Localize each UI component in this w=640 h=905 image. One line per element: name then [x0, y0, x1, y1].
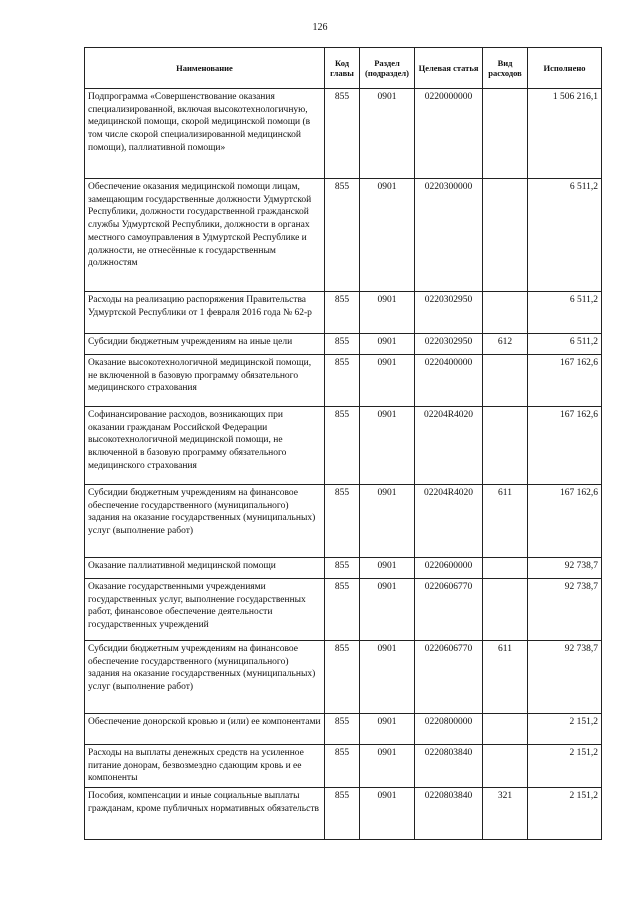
row-name-cell: Оказание государственными учреждениями государственных услуг, выполнение государственных работ, финансовое обеспечение деятельности государственных учреждений	[85, 579, 325, 641]
header-code: Код главы	[325, 48, 360, 89]
row-section-cell: 0901	[360, 292, 415, 334]
row-article-cell: 0220803840	[415, 745, 483, 788]
row-name-cell: Субсидии бюджетным учреждениям на финансовое обеспечение государственного (муниципального) задания на оказание государственных (муниципальных) услуг (выполнение работ)	[85, 485, 325, 558]
row-name-cell: Обеспечение оказания медицинской помощи лицам, замещающим государственные должности Удмуртской Республики, должности государственной гражданской службы Удмуртской Республики, должности в органах местного самоуправления в Удмуртской Республике и должности, не отнесённые к государственным должностям	[85, 179, 325, 292]
table-row	[85, 179, 602, 292]
row-code-cell: 855	[325, 89, 360, 179]
row-section-cell: 0901	[360, 89, 415, 179]
table-row	[85, 485, 602, 558]
row-section-cell: 0901	[360, 558, 415, 579]
table-row	[85, 788, 602, 840]
table-row	[85, 714, 602, 745]
row-executed-cell: 92 738,7	[528, 641, 602, 714]
row-section-cell: 0901	[360, 407, 415, 485]
table-body	[85, 89, 602, 840]
row-section-cell: 0901	[360, 179, 415, 292]
row-name-cell: Субсидии бюджетным учреждениям на иные цели	[85, 334, 325, 355]
header-executed: Исполнено	[528, 48, 602, 89]
budget-table	[84, 47, 602, 840]
row-code-cell: 855	[325, 641, 360, 714]
row-article-cell: 0220400000	[415, 355, 483, 407]
row-type-cell: 611	[483, 485, 528, 558]
row-article-cell: 0220606770	[415, 641, 483, 714]
row-name-cell: Пособия, компенсации и иные социальные выплаты гражданам, кроме публичных нормативных обязательств	[85, 788, 325, 840]
row-name-cell: Софинансирование расходов, возникающих при оказании гражданам Российской Федерации высокотехнологичной медицинской помощи, не включенной в базовую программу обязательного медицинского страхования	[85, 407, 325, 485]
row-section-cell: 0901	[360, 745, 415, 788]
row-type-cell: 321	[483, 788, 528, 840]
row-code-cell: 855	[325, 179, 360, 292]
row-name-cell: Субсидии бюджетным учреждениям на финансовое обеспечение государственного (муниципального) задания на оказание государственных (муниципальных) услуг (выполнение работ)	[85, 641, 325, 714]
row-article-cell: 0220606770	[415, 579, 483, 641]
row-article-cell: 0220302950	[415, 334, 483, 355]
row-type-cell: 612	[483, 334, 528, 355]
row-section-cell: 0901	[360, 355, 415, 407]
row-executed-cell: 92 738,7	[528, 558, 602, 579]
row-executed-cell: 6 511,2	[528, 334, 602, 355]
row-section-cell: 0901	[360, 334, 415, 355]
row-type-cell	[483, 179, 528, 292]
table-row	[85, 292, 602, 334]
row-name-cell: Оказание высокотехнологичной медицинской помощи, не включенной в базовую программу обязательного медицинского страхования	[85, 355, 325, 407]
row-executed-cell: 6 511,2	[528, 179, 602, 292]
row-name-cell: Подпрограмма «Совершенствование оказания специализированной, включая высокотехнологичную, медицинской помощи, скорой медицинской помощи (в том числе скорой специализированной медицинской помощи), паллиативной помощи»	[85, 89, 325, 179]
row-article-cell: 0220803840	[415, 788, 483, 840]
row-executed-cell: 1 506 216,1	[528, 89, 602, 179]
table-header-row	[85, 48, 602, 89]
row-type-cell	[483, 89, 528, 179]
row-section-cell: 0901	[360, 788, 415, 840]
row-code-cell: 855	[325, 292, 360, 334]
row-executed-cell: 6 511,2	[528, 292, 602, 334]
row-code-cell: 855	[325, 558, 360, 579]
table-row	[85, 745, 602, 788]
row-section-cell: 0901	[360, 641, 415, 714]
table-row	[85, 641, 602, 714]
row-section-cell: 0901	[360, 579, 415, 641]
row-article-cell: 02204R4020	[415, 407, 483, 485]
table-row	[85, 89, 602, 179]
row-code-cell: 855	[325, 355, 360, 407]
row-type-cell	[483, 292, 528, 334]
row-code-cell: 855	[325, 714, 360, 745]
row-article-cell: 0220600000	[415, 558, 483, 579]
table-row	[85, 355, 602, 407]
row-executed-cell: 167 162,6	[528, 355, 602, 407]
row-executed-cell: 2 151,2	[528, 714, 602, 745]
row-name-cell: Расходы на выплаты денежных средств на усиленное питание донорам, безвозмездно сдающим кровь и ее компоненты	[85, 745, 325, 788]
header-name: Наименование	[85, 48, 325, 89]
row-type-cell	[483, 745, 528, 788]
table-row	[85, 407, 602, 485]
row-code-cell: 855	[325, 407, 360, 485]
row-type-cell	[483, 579, 528, 641]
header-type: Вид расходов	[483, 48, 528, 89]
row-type-cell: 611	[483, 641, 528, 714]
row-code-cell: 855	[325, 579, 360, 641]
page-number: 126	[312, 22, 328, 33]
row-executed-cell: 167 162,6	[528, 407, 602, 485]
row-code-cell: 855	[325, 485, 360, 558]
row-executed-cell: 2 151,2	[528, 745, 602, 788]
header-article: Целевая статья	[415, 48, 483, 89]
row-type-cell	[483, 355, 528, 407]
header-section: Раздел (подраздел)	[360, 48, 415, 89]
row-section-cell: 0901	[360, 714, 415, 745]
row-type-cell	[483, 714, 528, 745]
row-article-cell: 0220000000	[415, 89, 483, 179]
row-name-cell: Обеспечение донорской кровью и (или) ее компонентами	[85, 714, 325, 745]
row-article-cell: 0220300000	[415, 179, 483, 292]
table-row	[85, 334, 602, 355]
row-article-cell: 0220302950	[415, 292, 483, 334]
row-section-cell: 0901	[360, 485, 415, 558]
row-article-cell: 02204R4020	[415, 485, 483, 558]
table-row	[85, 579, 602, 641]
row-name-cell: Оказание паллиативной медицинской помощи	[85, 558, 325, 579]
row-executed-cell: 2 151,2	[528, 788, 602, 840]
row-code-cell: 855	[325, 788, 360, 840]
row-type-cell	[483, 558, 528, 579]
row-type-cell	[483, 407, 528, 485]
row-article-cell: 0220800000	[415, 714, 483, 745]
row-name-cell: Расходы на реализацию распоряжения Правительства Удмуртской Республики от 1 февраля 2016 года № 62-р	[85, 292, 325, 334]
row-executed-cell: 92 738,7	[528, 579, 602, 641]
row-code-cell: 855	[325, 334, 360, 355]
row-executed-cell: 167 162,6	[528, 485, 602, 558]
table-row	[85, 558, 602, 579]
row-code-cell: 855	[325, 745, 360, 788]
